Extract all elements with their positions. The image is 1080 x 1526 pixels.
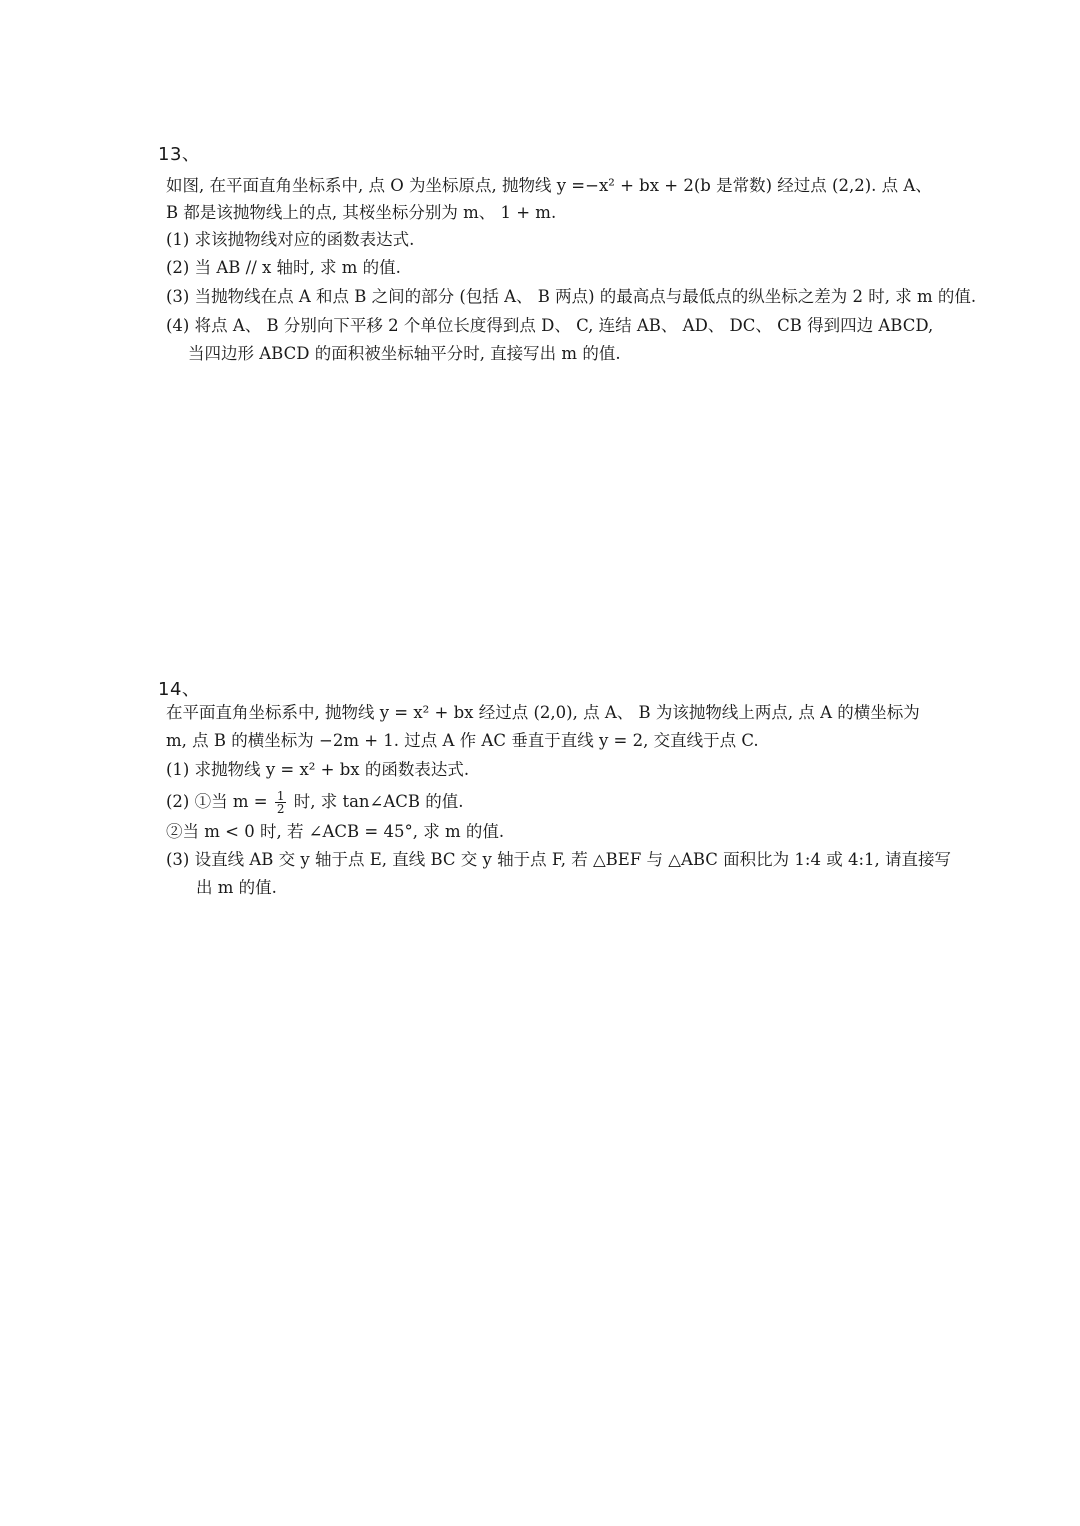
problem-part-1: (1) 求抛物线 y = x² + bx 的函数表达式. bbox=[166, 760, 470, 779]
problem-part-3: (3) 设直线 AB 交 y 轴于点 E, 直线 BC 交 y 轴于点 F, 若 △BEF 与 △ABC 面积比为 1:4 或 4:1, 请直接写 bbox=[166, 850, 951, 869]
problem-part-3-continued: 出 m 的值. bbox=[196, 878, 277, 897]
problem-text-line: 如图, 在平面直角坐标系中, 点 O 为坐标原点, 抛物线 y =−x² + bx + 2(b 是常数) 经过点 (2,2). 点 A、 bbox=[166, 176, 932, 195]
problem-text-line: 在平面直角坐标系中, 抛物线 y = x² + bx 经过点 (2,0), 点 A、 B 为该抛物线上两点, 点 A 的横坐标为 bbox=[166, 703, 920, 722]
fraction-one-half bbox=[275, 790, 287, 815]
problem-part-4-continued: 当四边形 ABCD 的面积被坐标轴平分时, 直接写出 m 的值. bbox=[188, 344, 621, 363]
problem-text-line: B 都是该抛物线上的点, 其桜坐标分别为 m、 1 + m. bbox=[166, 203, 557, 222]
problem-part-2: (2) 当 AB // x 轴时, 求 m 的值. bbox=[166, 258, 401, 277]
fraction-numerator: 1 bbox=[276, 789, 285, 803]
part-2-1-lead: (2) ①当 m = bbox=[166, 792, 273, 811]
problem-number: 13、 bbox=[158, 144, 201, 165]
part-2-1-tail: 时, 求 tan∠ACB 的值. bbox=[288, 792, 464, 811]
problem-part-2-1 bbox=[166, 790, 464, 815]
fraction-denominator: 2 bbox=[276, 802, 285, 816]
problem-part-3: (3) 当抛物线在点 A 和点 B 之间的部分 (包括 A、 B 两点) 的最高点与最低点的纵坐标之差为 2 时, 求 m 的值. bbox=[166, 287, 977, 306]
problem-part-1: (1) 求该抛物线对应的函数表达式. bbox=[166, 230, 415, 249]
problem-text-line: m, 点 B 的横坐标为 −2m + 1. 过点 A 作 AC 垂直于直线 y = 2, 交直线于点 C. bbox=[166, 731, 759, 750]
problem-part-2-2: ②当 m < 0 时, 若 ∠ACB = 45°, 求 m 的值. bbox=[166, 822, 505, 841]
problem-number: 14、 bbox=[158, 679, 201, 700]
problem-part-4: (4) 将点 A、 B 分别向下平移 2 个单位长度得到点 D、 C, 连结 AB、 AD、 DC、 CB 得到四边 ABCD, bbox=[166, 316, 934, 335]
